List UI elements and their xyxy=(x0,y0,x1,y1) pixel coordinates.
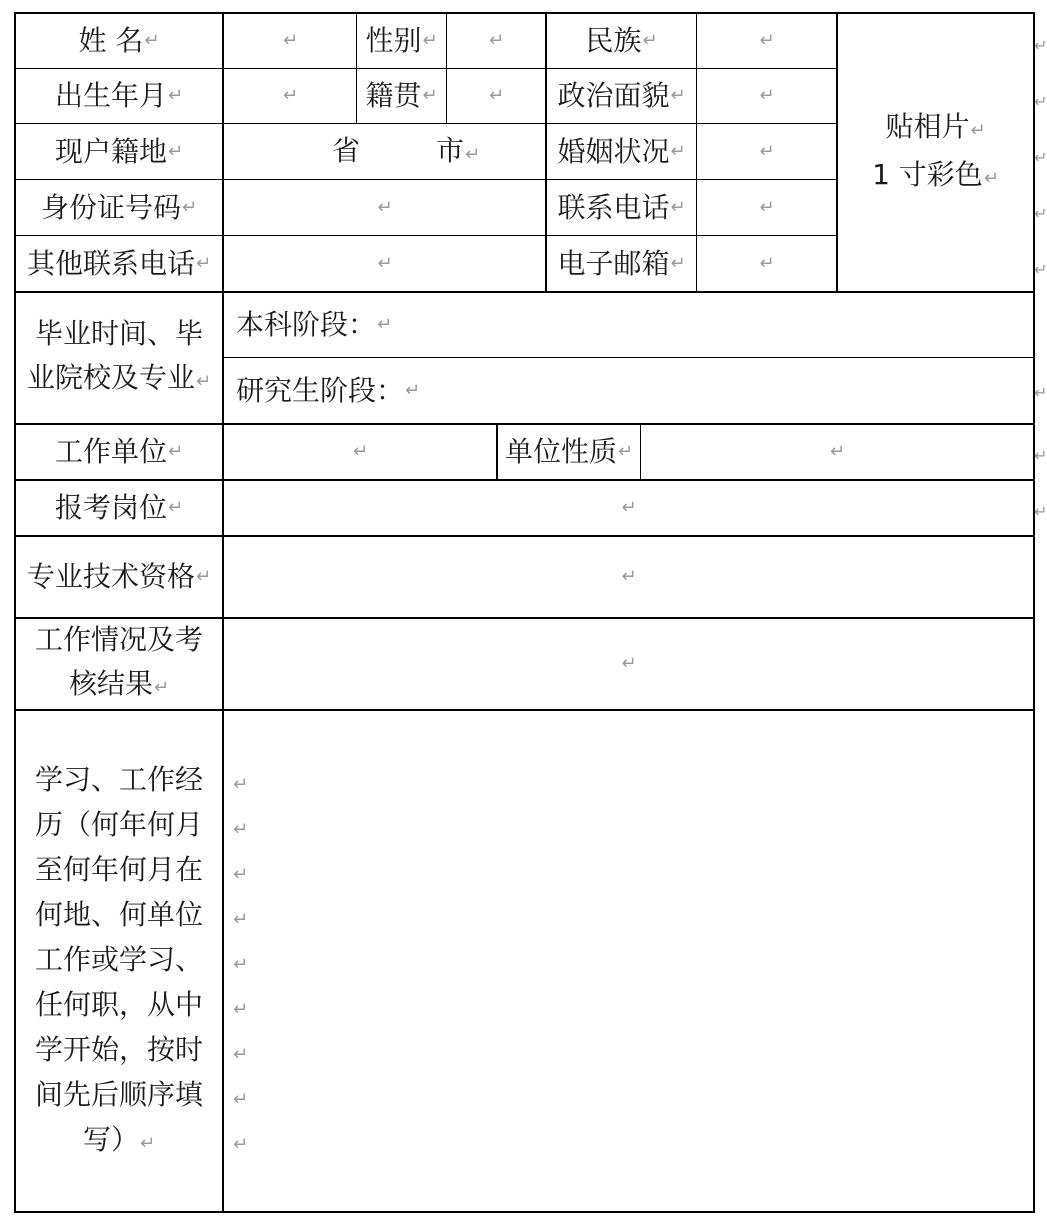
photo-label-line1: 贴相片↵ xyxy=(885,109,986,143)
gender-label: 性别 ↵ xyxy=(365,24,438,57)
id-number-field[interactable]: ↵ xyxy=(377,196,393,218)
table-border-right xyxy=(1033,12,1035,1212)
city-label: 市↵ xyxy=(436,134,481,167)
position-field[interactable]: ↵ xyxy=(621,497,637,518)
marital-label: 婚姻状况 ↵ xyxy=(557,134,686,168)
residence-field[interactable] xyxy=(224,124,545,179)
row-end-mark: ↵ xyxy=(1034,36,1047,55)
row-end-mark: ↵ xyxy=(1034,502,1047,521)
phone-label: 联系电话 ↵ xyxy=(557,190,686,224)
email-field[interactable]: ↵ xyxy=(759,252,775,274)
employer-type-field[interactable]: ↵ xyxy=(829,441,846,462)
residence-label: 现户籍地 ↵ xyxy=(54,134,184,168)
row-end-mark: ↵ xyxy=(1034,260,1047,279)
political-label: 政治面貌 ↵ xyxy=(557,79,686,112)
row-end-mark: ↵ xyxy=(1034,204,1047,223)
row-end-mark: ↵ xyxy=(1034,446,1047,465)
qualification-field[interactable]: ↵ xyxy=(621,566,637,587)
position-label: 报考岗位 ↵ xyxy=(54,491,184,524)
employer-label: 工作单位 ↵ xyxy=(54,435,184,468)
phone-field[interactable]: ↵ xyxy=(759,196,775,218)
ethnicity-label: 民族 ↵ xyxy=(585,24,658,57)
history-paragraph-marks: ↵ ↵ ↵ ↵ ↵ ↵ ↵ ↵ ↵ xyxy=(233,774,249,1155)
work-assessment-field[interactable]: ↵ xyxy=(621,653,637,674)
political-field[interactable]: ↵ xyxy=(759,85,775,106)
employer-field[interactable]: ↵ xyxy=(352,441,369,462)
native-field[interactable]: ↵ xyxy=(488,85,505,106)
id-number-label: 身份证号码 ↵ xyxy=(40,190,198,224)
name-label: 姓 名 ↵ xyxy=(78,24,160,57)
photo-box[interactable] xyxy=(838,14,1033,291)
row-end-mark: ↵ xyxy=(1034,148,1047,167)
row-end-mark: ↵ xyxy=(1034,92,1047,111)
history-label: 学习、工作经历（何年何月至何年何月在何地、何单位工作或学习、任何职，从中学开始，按时间先后顺序填写）↵ xyxy=(34,762,203,1156)
history-field[interactable] xyxy=(224,711,1033,1211)
gender-field[interactable]: ↵ xyxy=(488,30,505,51)
postgrad-field[interactable]: 研究生阶段： ↵ xyxy=(236,373,421,407)
other-phone-label: 其他联系电话 ↵ xyxy=(26,246,212,280)
birth-label: 出生年月 ↵ xyxy=(54,79,184,112)
province-label: 省 xyxy=(332,134,361,167)
qualification-label: 专业技术资格 ↵ xyxy=(26,560,212,593)
table-border-bottom xyxy=(14,1211,1035,1213)
name-field[interactable]: ↵ xyxy=(282,30,299,51)
postgrad-label: 研究生阶段： xyxy=(236,373,405,407)
graduation-label: 毕业时间、毕业院校及专业↵ xyxy=(26,317,212,394)
photo-label-line2: 1 寸彩色↵ xyxy=(872,157,999,191)
employer-type-label: 单位性质 ↵ xyxy=(504,435,634,468)
ethnicity-field[interactable]: ↵ xyxy=(759,30,775,51)
other-phone-field[interactable]: ↵ xyxy=(377,252,393,274)
work-assessment-label: 工作情况及考核结果↵ xyxy=(34,623,203,700)
marital-field[interactable]: ↵ xyxy=(759,140,775,162)
birth-field[interactable]: ↵ xyxy=(282,85,299,106)
undergrad-label: 本科阶段： xyxy=(236,308,377,341)
undergrad-field[interactable]: 本科阶段： ↵ xyxy=(236,308,393,341)
native-label: 籍贯 ↵ xyxy=(365,79,438,112)
email-label: 电子邮箱 ↵ xyxy=(557,246,686,280)
row-end-mark: ↵ xyxy=(1034,383,1047,402)
